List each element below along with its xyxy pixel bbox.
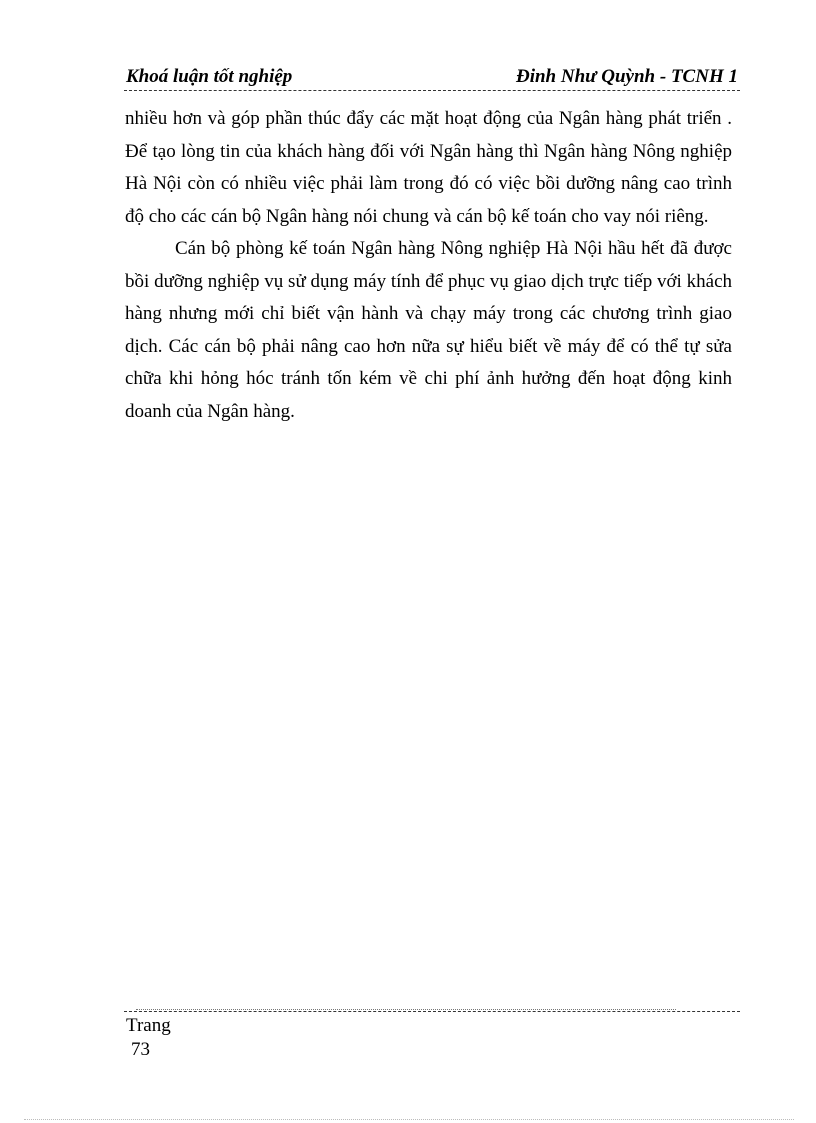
paragraph-2: Cán bộ phòng kế toán Ngân hàng Nông nghiệp Hà Nội hầu hết đã được bồi dưỡng nghiệp vụ sử dụng máy tính để phục vụ giao dịch trực tiếp với khách hàng nhưng mới chỉ biết vận hành và chạy máy trong các chương trình giao dịch. Các cán bộ phải nâng cao hơn nữa sự hiểu biết về máy để có thể tự sửa chữa khi hỏng hóc tránh tốn kém về chi phí ảnh hưởng đến hoạt động kinh doanh của Ngân hàng.: [125, 238, 732, 422]
header-divider: [124, 90, 740, 91]
footer-dotted-line: [136, 1009, 676, 1010]
header-author: Đinh Như Quỳnh - TCNH 1: [515, 66, 738, 87]
header-thesis-title: Khoá luận tốt nghiệp: [126, 66, 293, 87]
footer-page-number: 73: [131, 1039, 150, 1060]
page-bottom-edge: [24, 1119, 794, 1120]
body-text: [125, 103, 732, 428]
footer-page-label: Trang: [126, 1015, 171, 1036]
paragraph-1: nhiều hơn và góp phần thúc đẩy các mặt hoạt động của Ngân hàng phát triển . Để tạo lòng tin của khách hàng đối với Ngân hàng thì Ngân hàng Nông nghiệp Hà Nội còn có nhiều việc phải làm trong đó có việc bồi dưỡng nâng cao trình độ cho các cán bộ Ngân hàng nói chung và cán bộ kế toán cho vay nói riêng.: [125, 108, 732, 227]
footer-divider: [124, 1011, 740, 1012]
page-header: [124, 66, 740, 92]
